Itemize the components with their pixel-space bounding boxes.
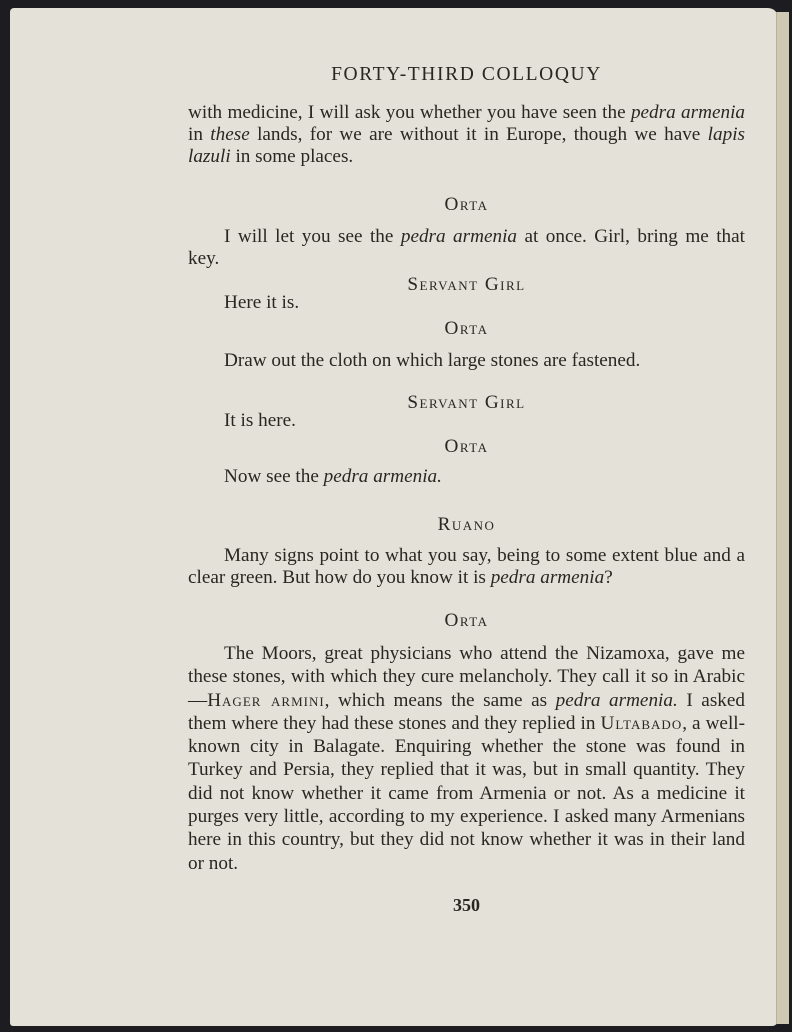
- text-run: in: [188, 124, 211, 145]
- speaker-orta: Orta: [444, 318, 489, 339]
- speaker-orta: Orta: [444, 436, 489, 457]
- book-page: [10, 8, 778, 1026]
- speaker-orta: Orta: [444, 194, 489, 215]
- paragraph-orta-key: [188, 226, 745, 270]
- speaker-servant-girl: Servant Girl: [407, 274, 526, 295]
- text-run: , which means the same as: [324, 689, 556, 711]
- line-it-is-here: It is here.: [224, 410, 296, 431]
- running-header: FORTY-THIRD COLLOQUY: [331, 64, 602, 85]
- italic-run: these: [210, 124, 250, 145]
- text-run: in some places.: [230, 146, 354, 167]
- italic-run: pedra armenia.: [323, 466, 442, 487]
- paragraph-opening: [188, 102, 745, 168]
- line-draw-out: Draw out the cloth on which large stones are fastened.: [224, 350, 641, 371]
- page-edge: [776, 12, 789, 1024]
- text-run: ?: [604, 567, 613, 588]
- line-now-see: [224, 466, 442, 488]
- text-run: I will let you see the: [224, 226, 401, 247]
- text-run: Now see the: [224, 466, 324, 487]
- line-here-it-is: Here it is.: [224, 292, 300, 313]
- italic-run: pedra armenia: [490, 567, 605, 588]
- italic-run: pedra armenia.: [555, 689, 678, 711]
- italic-run: pedra armenia: [630, 102, 745, 123]
- paragraph-ruano: [188, 545, 745, 589]
- text-run: Many signs point to what you say, being to some extent blue and a clear green. But how do you know it is: [188, 545, 745, 588]
- page-number: 350: [453, 895, 480, 915]
- speaker-orta: Orta: [444, 610, 489, 631]
- paragraph-orta-moors: [188, 642, 745, 875]
- text-run: The Moors, great physicians who attend the Nizamoxa, gave me these stones, with which they cure melancholy. They call it so in Arabic—: [188, 643, 745, 711]
- text-run: at once. Girl, bring me that key.: [188, 226, 745, 269]
- text-run: I asked them where they had these stones and they replied in: [188, 689, 745, 734]
- speaker-servant-girl: Servant Girl: [407, 392, 526, 413]
- small-caps-run: Ultabado: [600, 712, 683, 734]
- speaker-ruano: Ruano: [437, 514, 496, 535]
- small-caps-run: Hager armini: [207, 689, 325, 711]
- italic-run: lapis lazuli: [188, 124, 745, 167]
- text-run: lands, for we are without it in Europe, though we have: [249, 124, 708, 145]
- italic-run: pedra armenia: [400, 226, 518, 247]
- text-run: , a well-known city in Balagate. Enquiring whether the stone was found in Turkey and Persia, they replied that it was, but in small quantity. They did not know whether it came from Armenia or not. As a medicine it purges very little, according to my experience. I asked many Armenians here in this country, but they did not know whether it was in their land or not.: [188, 712, 745, 874]
- text-run: with medicine, I will ask you whether you have seen the: [188, 102, 631, 123]
